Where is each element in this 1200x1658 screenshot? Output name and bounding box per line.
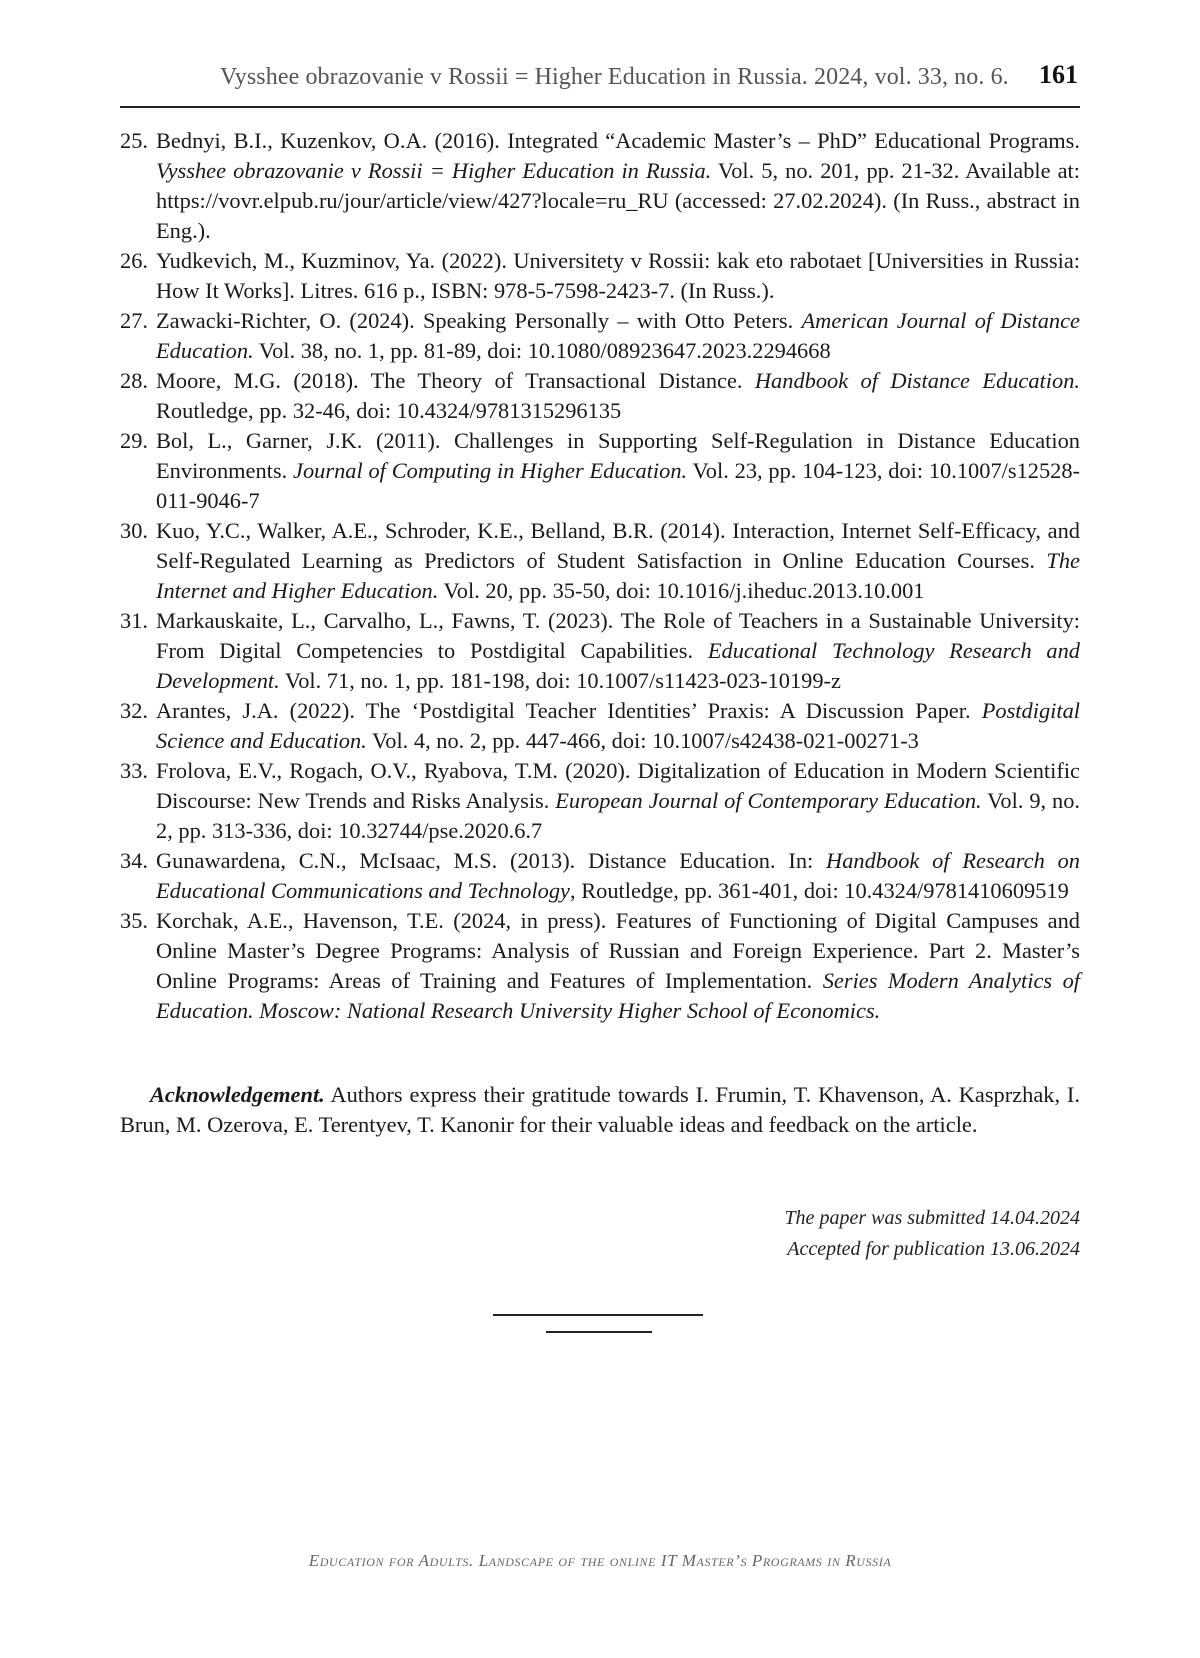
acknowledgement-text: Authors express their gratitude towards I. Frumin, T. Khavenson, A. Kasprzhak, I. Brun, M. Ozerova, E. Terentyev, T. Kanonir for their valuable ideas and feedback on the article. (120, 1082, 1080, 1137)
reference-text: Moore, M.G. (2018). The Theory of Transactional Distance. (156, 368, 755, 393)
reference-item (120, 366, 1080, 426)
end-rule-short (546, 1331, 652, 1333)
reference-item (120, 426, 1080, 516)
running-footer: Education for Adults. Landscape of the online IT Master’s Programs in Russia (308, 1551, 892, 1570)
reference-source: Handbook of Research on Educational Communications and Technology (156, 848, 1080, 903)
reference-text: Vol. 5, no. 201, pp. 21-32. Available at: https://vovr.elpub.ru/jour/article/view/427?locale=ru_RU (accessed: 27.02.2024). (In Russ., abstract in Eng.). (156, 158, 1080, 243)
reference-number: 32. (120, 698, 148, 723)
reference-source: Postdigital Science and Education. (156, 698, 1080, 753)
reference-source: European Journal of Contemporary Education. (555, 788, 982, 813)
acknowledgement (120, 1080, 1080, 1140)
reference-text: Vol. 23, pp. 104-123, doi: 10.1007/s12528-011-9046-7 (156, 458, 1081, 513)
reference-text: Vol. 9, no. 2, pp. 313-336, doi: 10.32744/pse.2020.6.7 (156, 788, 1080, 843)
reference-list (120, 126, 1080, 1026)
reference-number: 29. (120, 428, 148, 453)
page-number: 161 (1039, 60, 1078, 89)
reference-item (120, 906, 1080, 1026)
reference-number: 33. (120, 758, 148, 783)
reference-item (120, 606, 1080, 696)
reference-text: Vol. 4, no. 2, pp. 447-466, doi: 10.1007/s42438-021-00271-3 (366, 728, 919, 753)
reference-item (120, 516, 1080, 606)
accepted-date: Accepted for publication 13.06.2024 (787, 1238, 1080, 1260)
reference-item (120, 246, 1080, 306)
reference-text: , Routledge, pp. 361-401, doi: 10.4324/9781410609519 (570, 878, 1069, 903)
reference-source: Vysshee obrazovanie v Rossii = Higher Education in Russia. (156, 158, 712, 183)
reference-text: Yudkevich, M., Kuzminov, Ya. (2022). Universitety v Rossii: kak eto rabotaet [Universities in Russia: How It Works]. Litres. 616 p., ISBN: 978-5-7598-2423-7. (In Russ.). (156, 248, 1080, 303)
reference-text: Markauskaite, L., Carvalho, L., Fawns, T. (2023). The Role of Teachers in a Sustainable University: From Digital Competencies to Postdigital Capabilities. (156, 608, 1080, 663)
reference-source: Handbook of Distance Education. (754, 368, 1080, 393)
reference-text: Bol, L., Garner, J.K. (2011). Challenges in Supporting Self-Regulation in Distance Education Environments. (156, 428, 1080, 483)
reference-text: Vol. 71, no. 1, pp. 181-198, doi: 10.1007/s11423-023-10199-z (279, 668, 841, 693)
reference-text: Gunawardena, C.N., McIsaac, M.S. (2013). Distance Education. In: (156, 848, 827, 873)
reference-text: Bednyi, B.I., Kuzenkov, O.A. (2016). Integrated “Academic Master’s – PhD” Educational Programs. (156, 128, 1080, 153)
reference-text: Arantes, J.A. (2022). The ‘Postdigital Teacher Identities’ Praxis: A Discussion Paper. (156, 698, 982, 723)
reference-source: American Journal of Distance Education. (156, 308, 1080, 363)
reference-item (120, 126, 1080, 246)
reference-item (120, 696, 1080, 756)
publication-dates (784, 1203, 1080, 1265)
reference-number: 30. (120, 518, 148, 543)
reference-number: 31. (120, 608, 148, 633)
running-header (120, 58, 1080, 108)
journal-title: Vysshee obrazovanie v Rossii = Higher Education in Russia. 2024, vol. 33, no. 6. (220, 64, 1009, 90)
reference-text: Vol. 38, no. 1, pp. 81-89, doi: 10.1080/08923647.2023.2294668 (253, 338, 831, 363)
reference-number: 28. (120, 368, 148, 393)
acknowledgement-label: Acknowledgement. (150, 1082, 325, 1107)
reference-item (120, 756, 1080, 846)
reference-text: Kuo, Y.C., Walker, A.E., Schroder, K.E., Belland, B.R. (2014). Interaction, Internet Self-Efficacy, and Self-Regulated Learning as Predictors of Student Satisfaction in Online Education Courses. (156, 518, 1080, 573)
reference-item (120, 846, 1080, 906)
reference-text: Zawacki-Richter, O. (2024). Speaking Personally – with Otto Peters. (156, 308, 802, 333)
reference-text: Frolova, E.V., Rogach, O.V., Ryabova, T.M. (2020). Digitalization of Education in Modern Scientific Discourse: New Trends and Risks Analysis. (156, 758, 1080, 813)
reference-source: Educational Technology Research and Development. (156, 638, 1081, 693)
reference-source: Journal of Computing in Higher Education. (293, 458, 688, 483)
end-rule-long (493, 1314, 703, 1316)
reference-source: Series Modern Analytics of Education. Moscow: National Research University Higher School of Economics. (156, 968, 1080, 1023)
reference-text: Routledge, pp. 32-46, doi: 10.4324/9781315296135 (156, 398, 622, 423)
reference-number: 34. (120, 848, 148, 873)
reference-number: 27. (120, 308, 148, 333)
reference-item (120, 306, 1080, 366)
reference-number: 35. (120, 908, 148, 933)
reference-text: Vol. 20, pp. 35-50, doi: 10.1016/j.iheduc.2013.10.001 (438, 578, 925, 603)
submitted-date: The paper was submitted 14.04.2024 (784, 1207, 1080, 1229)
reference-source: The Internet and Higher Education. (156, 548, 1080, 603)
reference-text: Korchak, A.E., Havenson, T.E. (2024, in press). Features of Functioning of Digital Campuses and Online Master’s Degree Programs: Analysis of Russian and Foreign Experience. Part 2. Master’s Online Programs: Areas of Training and Features of Implementation. (156, 908, 1080, 993)
reference-number: 25. (120, 128, 148, 153)
reference-number: 26. (120, 248, 148, 273)
